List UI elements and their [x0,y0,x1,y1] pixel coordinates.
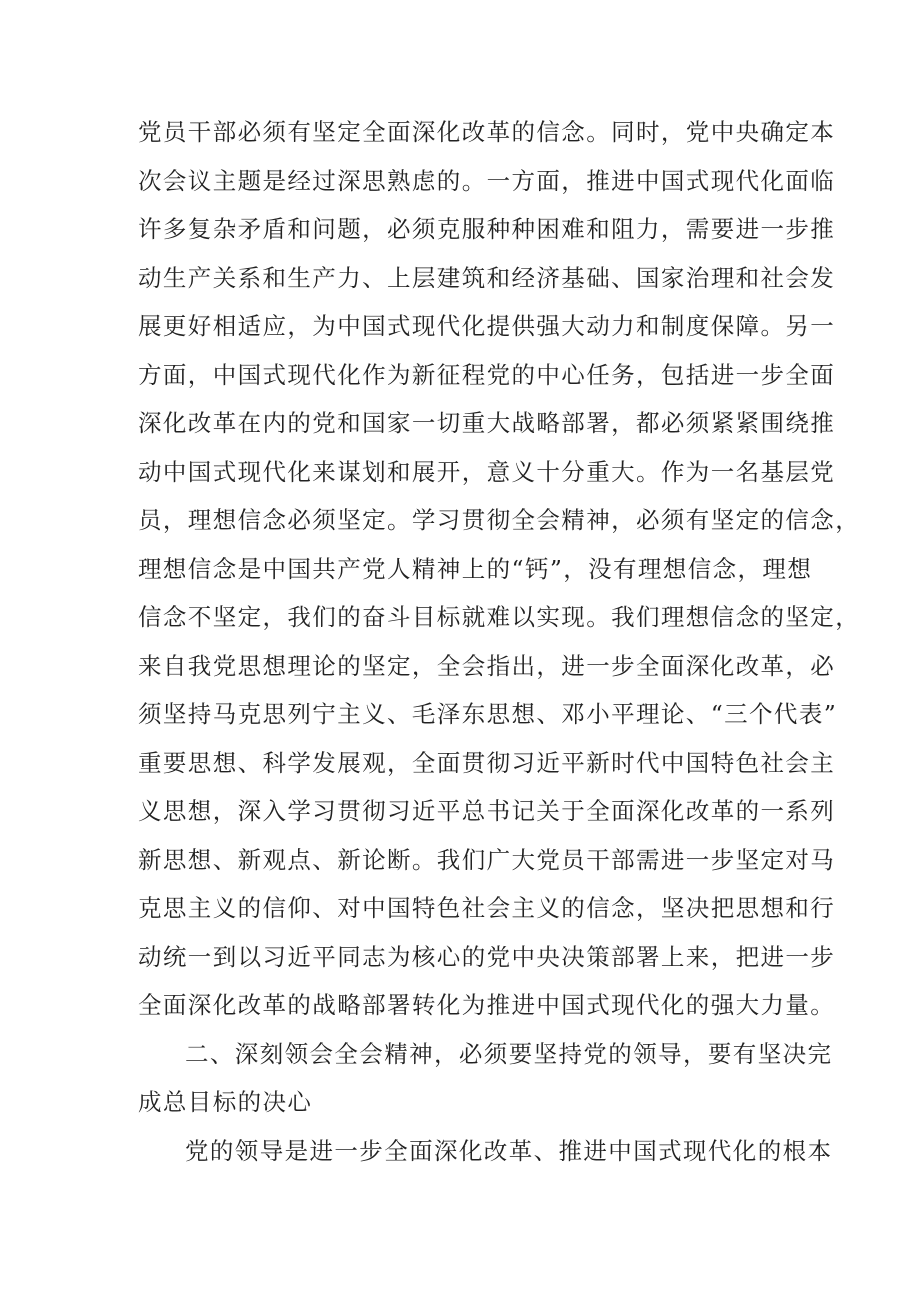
paragraph-line: 深化改革在内的党和国家一切重大战略部署，都必须紧紧围绕推 [138,409,836,437]
paragraph-line: 信念不坚定，我们的奋斗目标就难以实现。我们理想信念的坚定， [138,603,861,631]
paragraph-line: 动生产关系和生产力、上层建筑和经济基础、国家治理和社会发 [138,263,836,292]
paragraph-line: 义思想，深入学习贯彻习近平总书记关于全面深化改革的一系列 [138,797,836,825]
paragraph-line: 动中国式现代化来谋划和展开，意义十分重大。作为一名基层党 [138,457,836,486]
paragraph-line: 动统一到以习近平同志为核心的党中央决策部署上来，把进一步 [138,942,836,971]
paragraph-line: 理想信念是中国共产党人精神上的“钙”，没有理想信念，理想 [138,554,813,583]
paragraph-line: 次会议主题是经过深思熟虑的。一方面，推进中国式现代化面临 [138,166,836,195]
paragraph-line: 须坚持马克思列宁主义、毛泽东思想、邓小平理论、“三个代表” [138,700,838,728]
section-heading-line: 成总目标的决心 [138,1088,313,1116]
paragraph-line: 来自我党思想理论的坚定，全会指出，进一步全面深化改革，必 [138,651,836,680]
paragraph-line: 许多复杂矛盾和问题，必须克服种种困难和阻力，需要进一步推 [138,215,836,243]
paragraph-line: 党的领导是进一步全面深化改革、推进中国式现代化的根本 [185,1136,833,1165]
paragraph-line: 全面深化改革的战略部署转化为推进中国式现代化的强大力量。 [138,991,836,1019]
paragraph-line: 方面，中国式现代化作为新征程党的中心任务，包括进一步全面 [138,360,836,389]
paragraph-line: 重要思想、科学发展观，全面贯彻习近平新时代中国特色社会主 [138,748,836,777]
paragraph-line: 新思想、新观点、新论断。我们广大党员干部需进一步坚定对马 [138,845,836,874]
paragraph-line: 员，理想信念必须坚定。学习贯彻全会精神，必须有坚定的信念， [138,506,861,534]
paragraph-line: 克思主义的信仰、对中国特色社会主义的信念，坚决把思想和行 [138,894,836,922]
paragraph-line: 党员干部必须有坚定全面深化改革的信念。同时，党中央确定本 [138,118,836,146]
section-heading-line: 二、深刻领会全会精神，必须要坚持党的领导，要有坚决完 [185,1039,833,1068]
document-body [138,108,861,1175]
paragraph-line: 展更好相适应，为中国式现代化提供强大动力和制度保障。另一 [138,312,836,340]
